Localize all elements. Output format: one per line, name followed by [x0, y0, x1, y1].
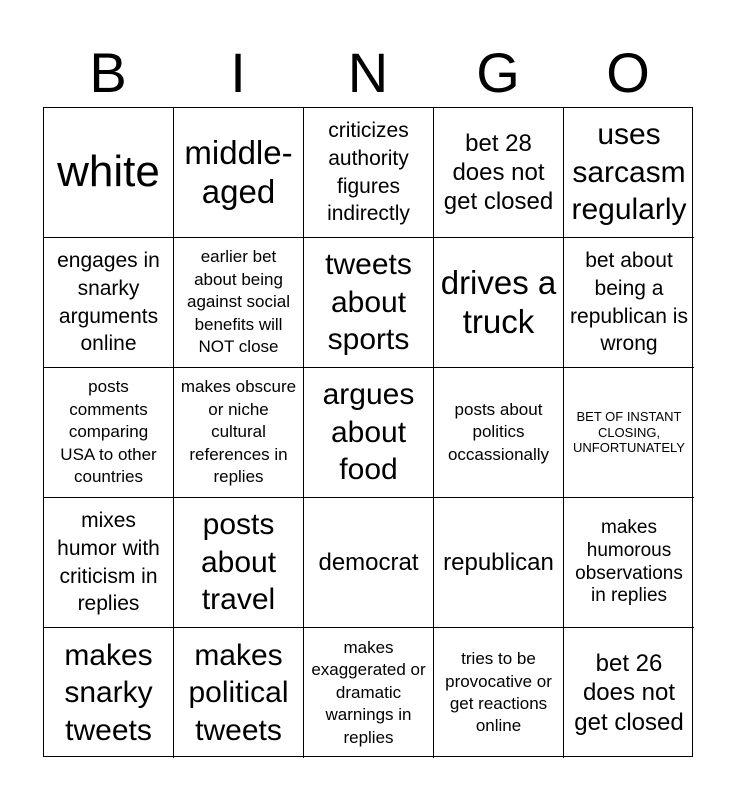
bingo-cell[interactable]	[434, 628, 564, 758]
bingo-cell-text: makes exaggerated or dramatic warnings in replies	[311, 637, 426, 747]
bingo-cell[interactable]	[564, 238, 694, 368]
header-letter-g: G	[476, 41, 520, 104]
bingo-cell[interactable]	[44, 628, 174, 758]
bingo-cell[interactable]	[434, 108, 564, 238]
bingo-cell-text: tweets about sports	[325, 248, 412, 357]
bingo-cell-text: posts about politics occassionally	[447, 399, 550, 464]
bingo-cell[interactable]	[304, 238, 434, 368]
bingo-cell-text: criticizes authority figures indirectly	[327, 118, 410, 226]
bingo-cell[interactable]	[44, 238, 174, 368]
bingo-cell[interactable]	[174, 238, 304, 368]
bingo-cell-text: tries to be provocative or get reactions online	[445, 649, 552, 736]
header-letter-n: N	[347, 41, 389, 104]
bingo-cell-text: uses sarcasm regularly	[571, 118, 687, 227]
bingo-cell-text: makes snarky tweets	[64, 638, 153, 747]
bingo-cell-text: earlier bet about being against social benefits will NOT close	[186, 247, 290, 357]
bingo-cell-text: bet 26 does not get closed	[574, 650, 684, 736]
bingo-cell[interactable]	[304, 108, 434, 238]
bingo-cell[interactable]	[174, 108, 304, 238]
bingo-cell[interactable]	[564, 628, 694, 758]
bingo-cell[interactable]	[564, 368, 694, 498]
bingo-cell[interactable]	[44, 368, 174, 498]
bingo-cell[interactable]	[564, 108, 694, 238]
bingo-cell-text: argues about food	[322, 378, 415, 487]
bingo-cell-text: bet 28 does not get closed	[443, 129, 554, 216]
bingo-cell[interactable]	[434, 498, 564, 628]
bingo-cell[interactable]	[174, 628, 304, 758]
bingo-cell-text: makes humorous observations in replies	[575, 516, 683, 607]
bingo-cell-text: bet about being a republican is wrong	[570, 248, 688, 356]
bingo-cell-text: republican	[443, 548, 554, 576]
bingo-cell-text: white	[57, 147, 160, 197]
bingo-cell-text: BET OF INSTANT CLOSING, UNFORTUNATELY	[573, 409, 685, 456]
bingo-cell-text: middle-aged	[184, 133, 293, 210]
bingo-cell-text: posts about travel	[200, 508, 277, 617]
bingo-cell-text: mixes humor with criticism in replies	[57, 508, 160, 616]
bingo-cell[interactable]	[434, 368, 564, 498]
bingo-header	[43, 38, 693, 108]
bingo-cell[interactable]	[564, 498, 694, 628]
bingo-cell-text: posts comments comparing USA to other countries	[60, 377, 157, 487]
bingo-cell[interactable]	[174, 498, 304, 628]
header-letter-o: O	[606, 41, 650, 104]
bingo-cell-text: makes obscure or niche cultural references in replies	[180, 377, 297, 487]
bingo-grid	[43, 107, 693, 757]
header-letter-b: B	[89, 41, 127, 104]
bingo-cell[interactable]	[304, 498, 434, 628]
bingo-cell[interactable]	[434, 238, 564, 368]
bingo-cell[interactable]	[44, 498, 174, 628]
bingo-cell[interactable]	[44, 108, 174, 238]
bingo-cell[interactable]	[304, 628, 434, 758]
bingo-cell[interactable]	[304, 368, 434, 498]
bingo-cell-text: drives a truck	[440, 263, 557, 340]
bingo-cell[interactable]	[174, 368, 304, 498]
bingo-cell-text: makes political tweets	[188, 638, 289, 747]
bingo-cell-text: engages in snarky arguments online	[57, 248, 160, 356]
header-letter-i: I	[230, 41, 246, 104]
bingo-cell-text: democrat	[318, 548, 419, 576]
